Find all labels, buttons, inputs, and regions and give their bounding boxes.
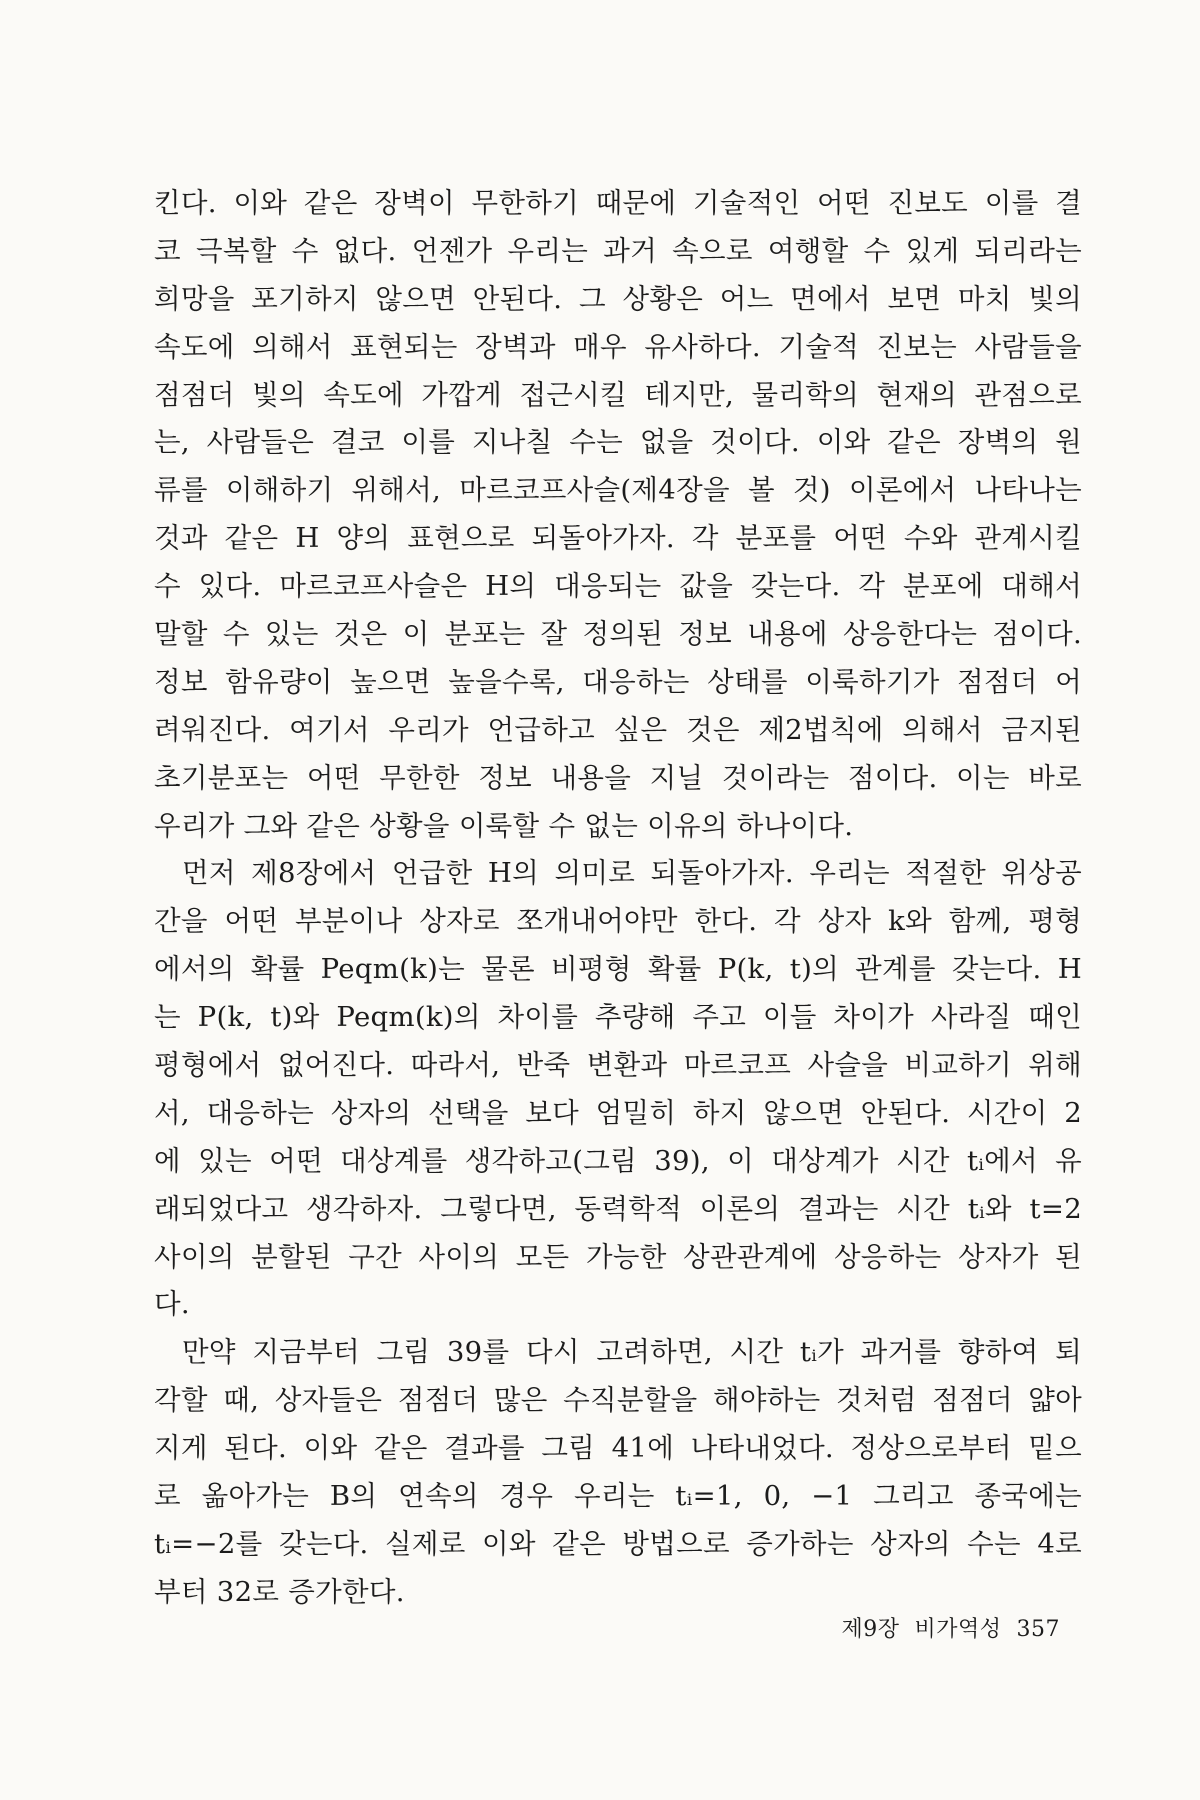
text-line: 는 P(k, t)와 Peqm(k)의 차이를 추량해 주고 이들 차이가 사라질 때인 — [154, 1001, 1082, 1034]
text-line: 간을 어떤 부분이나 상자로 쪼개내어야만 한다. 각 상자 k와 함께, 평형 — [154, 905, 1082, 938]
text-line: 다. — [154, 1288, 190, 1321]
text-line: 점점더 빛의 속도에 가깝게 접근시킬 테지만, 물리학의 현재의 관점으로 — [154, 378, 1082, 411]
text-line: 속도에 의해서 표현되는 장벽과 매우 유사하다. 기술적 진보는 사람들을 — [154, 330, 1082, 363]
text-line: 우리가 그와 같은 상황을 이룩할 수 없는 이유의 하나이다. — [154, 809, 854, 842]
text-line: 각할 때, 상자들은 점점더 많은 수직분할을 해야하는 것처럼 점점더 얇아 — [154, 1384, 1082, 1417]
text-line: 부터 32로 증가한다. — [154, 1575, 405, 1608]
text-line: 지게 된다. 이와 같은 결과를 그림 41에 나타내었다. 정상으로부터 밑으 — [154, 1432, 1082, 1465]
text-line: 말할 수 있는 것은 이 분포는 잘 정의된 정보 내용에 상응한다는 점이다. — [154, 618, 1082, 651]
text-line: 만약 지금부터 그림 39를 다시 고려하면, 시간 tᵢ가 과거를 향하여 퇴 — [182, 1336, 1082, 1369]
text-line: 먼저 제8장에서 언급한 H의 의미로 되돌아가자. 우리는 적절한 위상공 — [182, 857, 1082, 890]
text-line: 에 있는 어떤 대상계를 생각하고(그림 39), 이 대상계가 시간 tᵢ에서 유 — [154, 1144, 1082, 1177]
text-line: 류를 이해하기 위해서, 마르코프사슬(제4장을 볼 것) 이론에서 나타나는 — [154, 474, 1082, 507]
text-line: 래되었다고 생각하자. 그렇다면, 동력학적 이론의 결과는 시간 tᵢ와 t=2 — [154, 1192, 1082, 1225]
text-line: 로 옮아가는 B의 연속의 경우 우리는 tᵢ=1, 0, −1 그리고 종국에는 — [154, 1480, 1082, 1513]
text-line: 에서의 확률 Peqm(k)는 물론 비평형 확률 P(k, t)의 관계를 갖는다. H — [154, 953, 1082, 986]
text-line: 수 있다. 마르코프사슬은 H의 대응되는 값을 갖는다. 각 분포에 대해서 — [154, 570, 1082, 603]
text-line: 서, 대응하는 상자의 선택을 보다 엄밀히 하지 않으면 안된다. 시간이 2 — [154, 1096, 1082, 1129]
text-line: 는, 사람들은 결코 이를 지나칠 수는 없을 것이다. 이와 같은 장벽의 원 — [154, 426, 1082, 459]
body-text — [154, 180, 1082, 1617]
text-line: 것과 같은 H 양의 표현으로 되돌아가자. 각 분포를 어떤 수와 관계시킬 — [154, 522, 1082, 555]
text-line: 코 극복할 수 없다. 언젠가 우리는 과거 속으로 여행할 수 있게 되리라는 — [154, 234, 1082, 267]
text-line: 평형에서 없어진다. 따라서, 반죽 변환과 마르코프 사슬을 비교하기 위해 — [154, 1049, 1082, 1082]
text-line: tᵢ=−2를 갖는다. 실제로 이와 같은 방법으로 증가하는 상자의 수는 4로 — [154, 1527, 1082, 1560]
text-line: 희망을 포기하지 않으면 안된다. 그 상황은 어느 면에서 보면 마치 빛의 — [154, 282, 1082, 315]
text-line: 려워진다. 여기서 우리가 언급하고 싶은 것은 제2법칙에 의해서 금지된 — [154, 713, 1082, 746]
text-line: 정보 함유량이 높으면 높을수록, 대응하는 상태를 이룩하기가 점점더 어 — [154, 665, 1082, 698]
text-line: 사이의 분할된 구간 사이의 모든 가능한 상관관계에 상응하는 상자가 된 — [154, 1240, 1082, 1273]
text-line: 킨다. 이와 같은 장벽이 무한하기 때문에 기술적인 어떤 진보도 이를 결 — [154, 187, 1082, 219]
running-footer: 제9장 비가역성 357 — [841, 1617, 1060, 1642]
text-line: 초기분포는 어떤 무한한 정보 내용을 지닐 것이라는 점이다. 이는 바로 — [154, 761, 1082, 794]
